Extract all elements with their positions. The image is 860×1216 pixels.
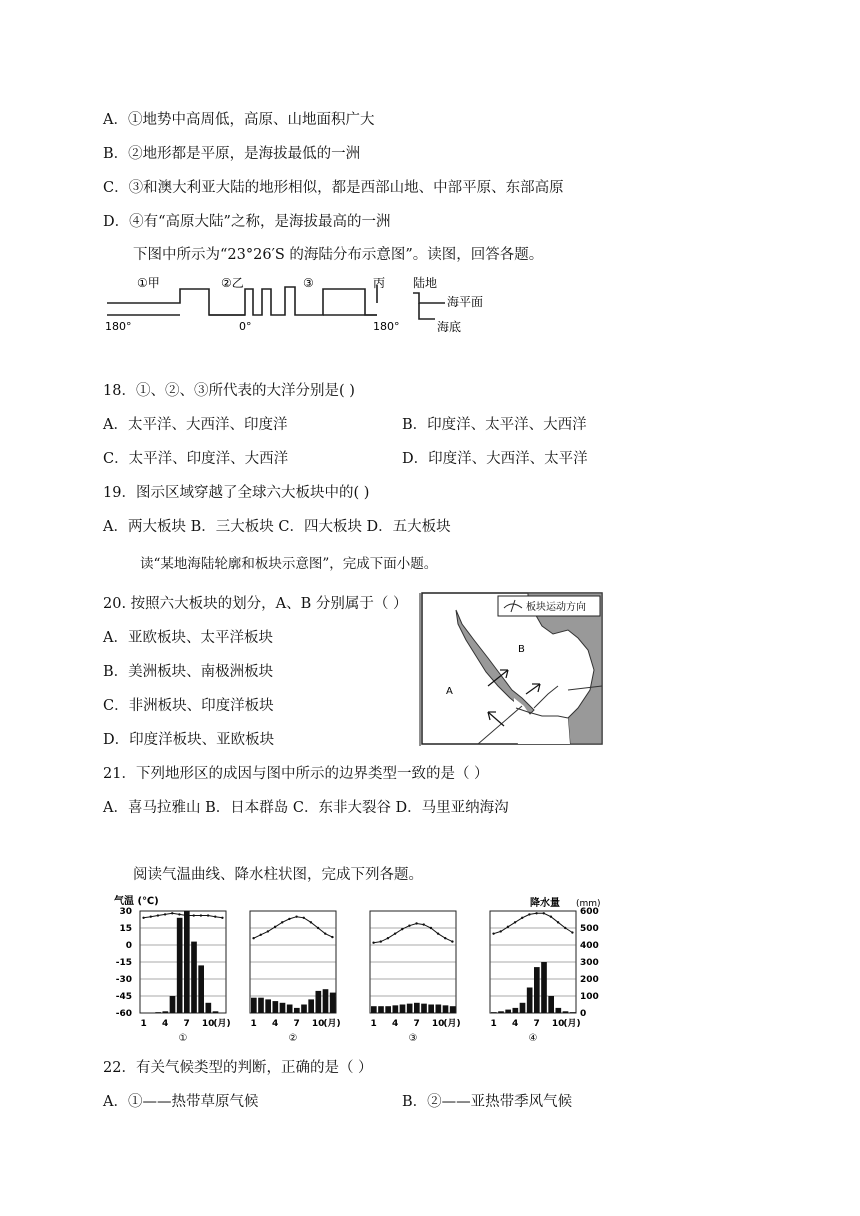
q21-stem: 21．下列地形区的成因与图中所示的边界类型一致的是（ ） bbox=[103, 766, 489, 782]
precip-bar bbox=[414, 1003, 420, 1013]
precip-bar bbox=[184, 911, 190, 1013]
temp-point bbox=[252, 937, 254, 939]
precip-bar bbox=[556, 1008, 562, 1013]
temp-point bbox=[564, 927, 566, 929]
month-tick: 10 bbox=[311, 1019, 325, 1029]
temp-point bbox=[267, 930, 269, 932]
temp-point bbox=[557, 921, 559, 923]
temp-point bbox=[295, 915, 297, 917]
precip-bar bbox=[443, 1005, 449, 1013]
temp-point bbox=[444, 937, 446, 939]
precip-bar bbox=[400, 1005, 406, 1014]
month-tick: 1 bbox=[370, 1019, 377, 1029]
ocean-label-2: ②乙 bbox=[221, 276, 244, 290]
month-tick: 7 bbox=[293, 1019, 300, 1029]
q19-stem: 19．图示区域穿越了全球六大板块中的( ) bbox=[103, 485, 370, 501]
precip-bar bbox=[407, 1004, 413, 1013]
month-tick: (月) bbox=[323, 1019, 341, 1029]
label-bing: 丙 bbox=[373, 276, 386, 290]
precip-bar bbox=[534, 967, 540, 1013]
temp-point bbox=[171, 912, 173, 914]
month-tick: 7 bbox=[413, 1019, 420, 1029]
temp-point bbox=[207, 914, 209, 916]
precip-bar bbox=[570, 1012, 576, 1013]
precip-bar bbox=[505, 1010, 511, 1013]
precip-bar bbox=[436, 1005, 442, 1014]
precip-bar bbox=[170, 996, 176, 1013]
temp-point bbox=[380, 940, 382, 942]
precip-bar bbox=[251, 998, 257, 1013]
precip-bar bbox=[316, 991, 322, 1013]
q20-option-c: C．非洲板块、印度洋板块 bbox=[103, 698, 274, 714]
plate-legend-text: 板块运动方向 bbox=[526, 602, 586, 613]
precip-bar bbox=[527, 988, 533, 1014]
temp-point bbox=[310, 921, 312, 923]
month-tick: 4 bbox=[161, 1019, 169, 1029]
temp-curve bbox=[494, 913, 573, 933]
ocean-label-3: ③ bbox=[303, 276, 314, 290]
temp-point bbox=[507, 926, 509, 928]
temp-point bbox=[492, 932, 494, 934]
temp-tick: 30 bbox=[119, 907, 132, 917]
temp-point bbox=[408, 925, 410, 927]
temp-point bbox=[303, 917, 305, 919]
temp-point bbox=[372, 942, 374, 944]
month-tick: 4 bbox=[271, 1019, 279, 1029]
temp-point bbox=[543, 912, 545, 914]
temp-point bbox=[437, 932, 439, 934]
month-tick: 7 bbox=[183, 1019, 190, 1029]
month-tick: (月) bbox=[563, 1019, 581, 1029]
precip-bar bbox=[450, 1006, 456, 1013]
temp-point bbox=[150, 915, 152, 917]
month-tick: 4 bbox=[511, 1019, 519, 1029]
temp-point bbox=[281, 921, 283, 923]
temp-point bbox=[178, 913, 180, 915]
legend-land: 陆地 bbox=[413, 276, 438, 290]
q17-option-d: D．④有“高原大陆”之称，是海拔最高的一洲 bbox=[103, 214, 391, 230]
q20-stem: 20. 按照六大板块的划分，A、B 分别属于（ ） bbox=[103, 596, 408, 612]
panel-label: ① bbox=[178, 1033, 188, 1044]
intro-18: 下图中所示为“23°26′S 的海陆分布示意图”。读图，回答各题。 bbox=[133, 247, 544, 263]
temp-curve bbox=[254, 917, 333, 939]
precip-bar bbox=[491, 1012, 497, 1013]
temp-tick: -30 bbox=[115, 975, 132, 985]
precip-tick: 200 bbox=[580, 975, 599, 985]
month-tick: 1 bbox=[140, 1019, 147, 1029]
precip-bar bbox=[155, 1012, 161, 1013]
q20-option-b: B．美洲板块、南极洲板块 bbox=[103, 664, 274, 680]
precip-tick: 600 bbox=[580, 907, 599, 917]
precip-bar bbox=[191, 942, 197, 1013]
temp-point bbox=[260, 934, 262, 936]
precip-bar bbox=[378, 1006, 384, 1013]
precip-bar bbox=[563, 1011, 569, 1013]
precip-bar bbox=[273, 1001, 279, 1013]
temp-point bbox=[550, 915, 552, 917]
temp-point bbox=[415, 922, 417, 924]
temp-point bbox=[142, 917, 144, 919]
precip-bar bbox=[280, 1003, 286, 1013]
q18-option-d: D．印度洋、大西洋、太平洋 bbox=[402, 451, 588, 467]
precip-tick: 100 bbox=[580, 992, 599, 1002]
q18-option-b: B．印度洋、太平洋、大西洋 bbox=[402, 417, 587, 433]
precip-tick: 0 bbox=[580, 1009, 587, 1019]
precip-bar bbox=[385, 1006, 391, 1013]
q17-option-c: C．③和澳大利亚大陆的地形相似，都是西部山地、中部平原、东部高原 bbox=[103, 180, 564, 196]
q20-option-d: D．印度洋板块、亚欧板块 bbox=[103, 732, 275, 748]
precip-bar bbox=[421, 1004, 427, 1013]
precip-bar bbox=[177, 918, 183, 1013]
intro-20: 读“某地海陆轮廓和板块示意图”，完成下面小题。 bbox=[140, 556, 438, 572]
land-sea-profile-figure bbox=[105, 275, 500, 337]
temp-point bbox=[185, 914, 187, 916]
month-tick: 10 bbox=[431, 1019, 445, 1029]
panel-label: ② bbox=[288, 1033, 298, 1044]
temp-point bbox=[514, 921, 516, 923]
precip-axis-unit: (mm) bbox=[576, 899, 601, 909]
q20-option-a: A．亚欧板块、太平洋板块 bbox=[103, 630, 273, 646]
temp-point bbox=[331, 936, 333, 938]
temp-point bbox=[451, 940, 453, 942]
precip-bar bbox=[428, 1005, 434, 1014]
precip-bar bbox=[548, 996, 554, 1013]
temp-point bbox=[430, 927, 432, 929]
precip-bar bbox=[301, 1005, 307, 1014]
temp-curve bbox=[144, 913, 223, 918]
precip-tick: 400 bbox=[580, 941, 599, 951]
temp-point bbox=[274, 926, 276, 928]
precip-bar bbox=[198, 965, 204, 1013]
temp-point bbox=[157, 914, 159, 916]
precip-bar bbox=[323, 989, 329, 1013]
temp-axis-label: 气温 (℃) bbox=[114, 896, 159, 907]
month-tick: 10 bbox=[201, 1019, 215, 1029]
precip-bar bbox=[213, 1011, 219, 1013]
q17-option-b: B．②地形都是平原，是海拔最低的一洲 bbox=[103, 146, 361, 162]
legend-sea-floor: 海底 bbox=[437, 320, 462, 334]
precip-bar bbox=[393, 1005, 399, 1013]
precip-bar bbox=[498, 1011, 504, 1013]
precip-bar bbox=[265, 999, 271, 1013]
temp-point bbox=[221, 917, 223, 919]
temp-point bbox=[288, 918, 290, 920]
temp-point bbox=[387, 937, 389, 939]
temp-tick: -60 bbox=[115, 1009, 132, 1019]
month-tick: 10 bbox=[551, 1019, 565, 1029]
precip-bar bbox=[287, 1005, 293, 1014]
precip-tick: 300 bbox=[580, 958, 599, 968]
q21-options: A．喜马拉雅山 B．日本群岛 C．东非大裂谷 D．马里亚纳海沟 bbox=[103, 800, 509, 816]
temp-point bbox=[423, 923, 425, 925]
temp-point bbox=[571, 931, 573, 933]
precip-bar bbox=[330, 993, 336, 1013]
q22-option-a: A．①——热带草原气候 bbox=[103, 1094, 259, 1110]
plate-label-b: B bbox=[518, 644, 525, 655]
q19-options: A．两大板块 B．三大板块 C．四大板块 D．五大板块 bbox=[103, 519, 451, 535]
lon-0: 0° bbox=[239, 320, 252, 333]
precip-bar bbox=[294, 1008, 300, 1013]
q17-option-a: A．①地势中高周低，高原、山地面积广大 bbox=[103, 112, 375, 128]
temp-tick: 15 bbox=[119, 924, 132, 934]
precip-bar bbox=[541, 962, 547, 1013]
ocean-label-1: ①甲 bbox=[137, 276, 160, 290]
intro-22: 阅读气温曲线、降水柱状图，完成下列各题。 bbox=[133, 867, 423, 883]
temp-curve bbox=[374, 924, 453, 943]
precip-bar bbox=[206, 1003, 212, 1013]
temp-point bbox=[324, 932, 326, 934]
temp-point bbox=[317, 927, 319, 929]
lon-180-east: 180° bbox=[373, 320, 400, 333]
climate-charts-figure bbox=[110, 893, 610, 1045]
q22-option-b: B．②——亚热带季风气候 bbox=[402, 1094, 573, 1110]
temp-point bbox=[401, 928, 403, 930]
temp-point bbox=[528, 913, 530, 915]
month-tick: 4 bbox=[391, 1019, 399, 1029]
temp-point bbox=[521, 917, 523, 919]
plate-map-figure bbox=[418, 590, 606, 748]
temp-point bbox=[394, 932, 396, 934]
plate-label-a: A bbox=[446, 686, 453, 697]
temp-point bbox=[193, 914, 195, 916]
precip-tick: 500 bbox=[580, 924, 599, 934]
lon-180-west: 180° bbox=[105, 320, 132, 333]
panel-label: ④ bbox=[528, 1033, 538, 1044]
precip-bar bbox=[258, 998, 264, 1013]
q22-stem: 22．有关气候类型的判断，正确的是（ ） bbox=[103, 1060, 373, 1076]
temp-point bbox=[500, 930, 502, 932]
q18-option-c: C．太平洋、印度洋、大西洋 bbox=[103, 451, 289, 467]
month-tick: 7 bbox=[533, 1019, 540, 1029]
precip-bar bbox=[163, 1011, 169, 1013]
q18-option-a: A．太平洋、大西洋、印度洋 bbox=[103, 417, 288, 433]
temp-point bbox=[535, 912, 537, 914]
precip-bar bbox=[520, 1003, 526, 1013]
month-tick: 1 bbox=[250, 1019, 257, 1029]
temp-tick: 0 bbox=[125, 941, 132, 951]
legend-sea-level: 海平面 bbox=[447, 295, 484, 309]
precip-axis-label: 降水量 bbox=[530, 898, 560, 909]
precip-bar bbox=[371, 1006, 377, 1013]
temp-point bbox=[164, 913, 166, 915]
q18-stem: 18．①、②、③所代表的大洋分别是( ) bbox=[103, 383, 355, 399]
temp-tick: -45 bbox=[115, 992, 132, 1002]
precip-bar bbox=[308, 999, 314, 1013]
temp-tick: -15 bbox=[115, 958, 132, 968]
month-tick: (月) bbox=[443, 1019, 461, 1029]
temp-point bbox=[200, 914, 202, 916]
precip-bar bbox=[513, 1008, 519, 1013]
panel-label: ③ bbox=[408, 1033, 418, 1044]
temp-point bbox=[214, 915, 216, 917]
month-tick: (月) bbox=[213, 1019, 231, 1029]
month-tick: 1 bbox=[490, 1019, 497, 1029]
